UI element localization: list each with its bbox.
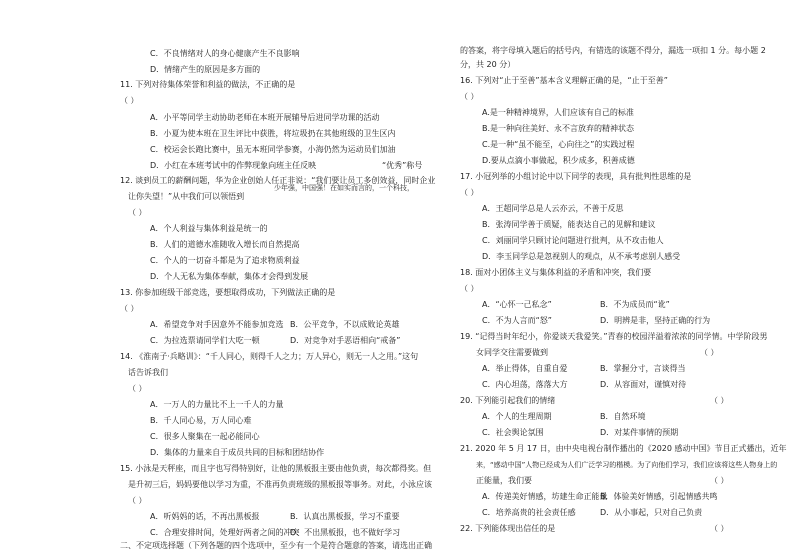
- q14-answer-paren: （ ）: [128, 384, 147, 393]
- q19-stem-line1: 19. “记得当时年纪小，你爱谈天我爱笑。”青春的校园洋溢着浓浓的同学情。中学阶段男: [460, 332, 768, 341]
- q17-option-a: A．王超同学总是人云亦云，不善于反思: [482, 204, 624, 213]
- q17-stem: 17. 小冠列举的小组讨论中以下同学的表现，具有批判性思维的是: [460, 172, 692, 181]
- q19-option-b: B．掌握分寸，言谈得当: [600, 364, 686, 373]
- q19-option-c: C．内心坦荡，落落大方: [482, 380, 568, 389]
- q12-stem-line1: 12. 谈到员工的薪酬问题，华为企业创始人任正非说：“我们要让员工多创效益，同时企业: [120, 176, 436, 185]
- q13-option-b: B．公平竞争，不以成败论英雄: [290, 320, 400, 329]
- q20-stem: 20. 下列能引起我们的情绪: [460, 396, 556, 405]
- q18-stem: 18. 面对小团体主义与集体利益的矛盾和冲突，我们要: [460, 268, 652, 277]
- q11-option-d: D．小红在本班考试中的作弊现象向班主任反映: [150, 161, 317, 170]
- q13-option-d: D．对竞争对手恶语相向“戒备”: [290, 336, 401, 345]
- q17-option-c: C．刘丽同学只顾讨论问题进行批判，从不攻击他人: [482, 236, 664, 245]
- q16-answer-paren: （ ）: [460, 92, 479, 101]
- q13-option-a: A．希望竞争对手因意外不能参加竞选: [150, 320, 284, 329]
- q11-option-c: C．校运会长跑比赛中，虽无本班同学参赛，小海仍然为运动员们加油: [150, 145, 396, 154]
- q14-option-a: A．一万人的力量比不上一千人的力量: [150, 400, 284, 409]
- q21-option-a: A．传递美好情感，坊建生命正能量: [482, 492, 608, 501]
- q18-option-d: D．明辨是非，坚持正确的行为: [600, 316, 711, 325]
- q12-stem-line2: 让你失望！”从中我们可以领悟到: [128, 192, 245, 201]
- q11-overlap-text: “优秀”称号: [382, 161, 423, 170]
- q14-stem-line1: 14. 《淮南子·兵略训》：“千人同心，则得千人之力；万人异心，则无一人之用。”这句: [120, 352, 419, 361]
- q22-stem: 22. 下列能体现出信任的是: [460, 524, 556, 533]
- q12-option-d: D．个人无私为集体奉献，集体才会得到发展: [150, 272, 309, 281]
- q20-option-c: C．社会舆论氛围: [482, 428, 544, 437]
- q15-option-d: D．不出黑板报，也不做好学习: [290, 528, 401, 537]
- q15-option-a: A．听妈妈的话，不再出黑板报: [150, 512, 260, 521]
- q19-option-d: D．从容面对，谨慎对待: [600, 380, 687, 389]
- q19-answer-paren: （ ）: [700, 348, 719, 357]
- q14-option-d: D．集体的力量来自于成员共同的目标和团结协作: [150, 448, 325, 457]
- q21-stem-line3: 正能量，我们要: [476, 476, 532, 485]
- q19-stem-line2: 女同学交往需要做到: [476, 348, 548, 357]
- q13-option-c: C．为拉选票请同学们大吃一顿: [150, 336, 260, 345]
- q19-option-a: A．举止得体，自重自爱: [482, 364, 568, 373]
- q12-answer-paren: （ ）: [128, 208, 147, 217]
- q12-overlay-text: 少年强，中国强！在如实而言的，一个科技，: [274, 184, 414, 192]
- q18-answer-paren: （ ）: [460, 284, 479, 293]
- q20-option-d: D．对某件事情的预期: [600, 428, 679, 437]
- q20-option-b: B．自然环境: [600, 412, 646, 421]
- q15-stem-line1: 15. 小泳是天秤座，而且字也写得特别好，让他的黑板报主要由他负责，每次都得奖。但: [120, 464, 432, 473]
- q11-option-a: A．小平等同学主动协助老师在本班开展辅导后进同学功课的活动: [150, 113, 380, 122]
- q21-option-c: C．培养高贵的社会责任感: [482, 508, 576, 517]
- q10-option-c: C．不良情绪对人的身心健康产生不良影响: [150, 49, 300, 58]
- q18-option-a: A．“心怀一己私念”: [482, 300, 552, 309]
- q18-option-b: B．不为成员而“讹”: [600, 300, 670, 309]
- q14-option-c: C．很多人聚集在一起必能同心: [150, 432, 260, 441]
- section-2-continued-line1: 的答案，将字母填入题后的括号内，有错选的该题不得分，漏选一项扣 1 分。每小题 2: [460, 46, 766, 55]
- q15-option-c: C．合理安排时间，处理好两者之间的冲突: [150, 528, 300, 537]
- section-2-heading: 二、不定项选择题（下列各题的四个选项中，至少有一个是符合题意的答案，请选出正确: [120, 541, 432, 550]
- q20-answer-paren: （ ）: [710, 396, 729, 405]
- q15-stem-line2: 是升初三后，妈妈要他以学习为重，不准再负责班级的黑板报等事务。对此，小泳应该: [128, 480, 432, 489]
- q16-option-a: A.是一种精神境界，人们应该有自己的标准: [482, 108, 634, 117]
- q11-stem: 11. 下列对待集体荣誉和利益的做法，不正确的是: [120, 80, 296, 89]
- q14-stem-line2: 话告诉我们: [128, 368, 168, 377]
- q18-option-c: C．不为人言而“怒”: [482, 316, 552, 325]
- q17-answer-paren: （ ）: [460, 188, 479, 197]
- q13-answer-paren: （ ）: [120, 304, 139, 313]
- q21-option-b: B．体验美好情感，引起情感共鸣: [600, 492, 718, 501]
- q16-option-c: C.是一种“虽不能至，心向往之”的实践过程: [482, 140, 635, 149]
- q14-option-b: B．千人同心易，万人同心难: [150, 416, 252, 425]
- q11-option-b: B．小夏为使本班在卫生评比中获胜，将垃圾扔在其他班级的卫生区内: [150, 129, 396, 138]
- q12-option-a: A．个人利益与集体利益是统一的: [150, 224, 268, 233]
- q11-answer-paren: （ ）: [120, 96, 139, 105]
- q12-option-b: B．人们的道德水准随收入增长而自然提高: [150, 240, 300, 249]
- q13-stem: 13. 你参加班级干部竞选，要想取得成功，下列做法正确的是: [120, 288, 336, 297]
- q17-option-d: D．李玉同学总是忽视别人的观点，从不承考虑别人感受: [482, 252, 681, 261]
- q16-option-d: D.要从点滴小事做起，积少成多，积善成德: [482, 156, 635, 165]
- q16-option-b: B.是一种向往美好、永不言放弃的精神状态: [482, 124, 635, 133]
- q21-stem-line2: 来，“感动中国”人物已经成为人们广泛学习的楷模。为了向他们学习，我们应该将这些人物身上的: [476, 461, 778, 469]
- q21-stem-line1: 21. 2020 年 5 月 17 日，由中央电视台制作播出的《2020 感动中国》节目正式播出，近年: [460, 444, 787, 453]
- q21-option-d: D．从小事起，只对自己负责: [600, 508, 703, 517]
- q16-stem: 16. 下列对“止于至善”基本含义理解正确的是，“止于至善”: [460, 76, 668, 85]
- q17-option-b: B．张涛同学善于质疑，能表达自己的见解和建议: [482, 220, 656, 229]
- q10-option-d: D．情绪产生的原因是多方面的: [150, 65, 261, 74]
- q21-answer-paren: （ ）: [710, 476, 729, 485]
- section-2-continued-line2: 分，共 20 分）: [460, 60, 516, 69]
- q12-option-c: C．个人的一切奋斗都是为了追求物质利益: [150, 256, 300, 265]
- q15-answer-paren: （ ）: [128, 496, 147, 505]
- q15-option-b: B．认真出黑板报，学习不重要: [290, 512, 400, 521]
- q20-option-a: A．个人的生理周期: [482, 412, 552, 421]
- q22-answer-paren: （ ）: [710, 524, 729, 533]
